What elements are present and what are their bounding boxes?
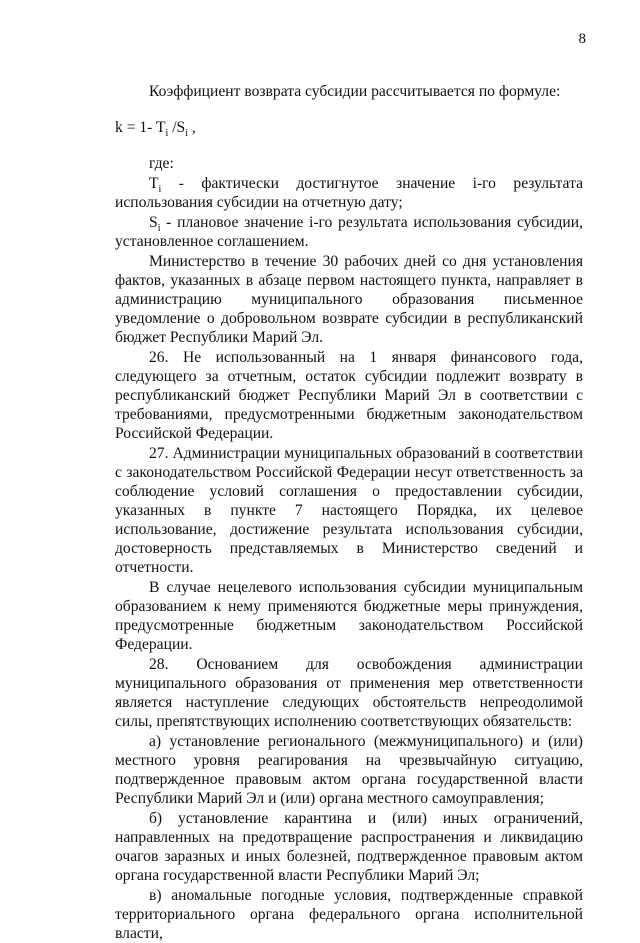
formula-mid: /S — [168, 119, 186, 136]
definition-symbol: T — [149, 175, 159, 192]
where-label: где: — [149, 155, 174, 172]
definition-text: - плановое значение i-го результата использования субсидии, установленное соглашением. — [115, 214, 583, 250]
document-body — [115, 82, 583, 943]
paragraph-26: 26. Не использованный на 1 января финансового года, следующего за отчетным, остаток субсидии подлежит возврату в республиканский бюджет Республики Марий Эл в соответствии с требованиями, предусмотренными бюджетным законодательством Российской Федерации. — [115, 349, 583, 442]
definition-sub: i — [157, 223, 161, 235]
formula-rhs: , — [188, 119, 196, 136]
paragraph-misuse: В случае нецелевого использования субсидии муниципальным образованием к нему применяются бюджетные меры принуждения, предусмотренные бюджетным законодательством Российской Федерации. — [115, 579, 583, 653]
list-item-a: а) установление регионального (межмуниципального) и (или) местного уровня реагирования на чрезвычайную ситуацию, подтвержденное правовым актом органа государственной власти Республики Марий Эл и (или) органа местного самоуправления; — [115, 733, 583, 807]
definition-text: - фактически достигнутое значение i-го результата использования субсидии на отчетную дату; — [115, 175, 583, 211]
list-item-b: б) установление карантина и (или) иных ограничений, направленных на предотвращение распространения и ликвидацию очагов заразных и иных болезней, подтвержденное правовым актом органа государственной власти Республики Марий Эл; — [115, 810, 583, 884]
paragraph-notice: Министерство в течение 30 рабочих дней со дня установления фактов, указанных в абзаце первом настоящего пункта, направляет в администрацию муниципального образования письменное уведомление о добровольном возврате субсидии в республиканский бюджет Республики Марий Эл. — [115, 253, 583, 346]
formula-lhs: k = 1- T — [115, 119, 166, 136]
formula-sub-i: i — [165, 128, 169, 140]
paragraph-28: 28. Основанием для освобождения администрации муниципального образования от применения мер ответственности является наступление следующих обстоятельств непреодолимой силы, препятствующих исполнению соответствующих обязательств: — [115, 656, 583, 730]
page-number: 8 — [578, 31, 586, 47]
definition-si — [115, 213, 583, 251]
definition-ti — [115, 174, 583, 212]
definition-symbol: S — [149, 214, 158, 231]
definition-sub: i — [158, 184, 162, 196]
paragraph-27: 27. Администрации муниципальных образований в соответствии с законодательством Российской Федерации несут ответственность за соблюдение условий соглашения о предоставлении субсидии, указанных в пункте 7 настоящего Порядка, их целевое использование, достижение результата использования субсидии, достоверность представляемых в Министерство сведений и отчетности. — [115, 445, 583, 576]
formula-intro: Коэффициент возврата субсидии рассчитывается по формуле: — [149, 83, 561, 100]
formula — [115, 118, 583, 140]
list-item-v: в) аномальные погодные условия, подтвержденные справкой территориального органа федерального органа исполнительной власти, — [115, 887, 583, 942]
formula-sub-i: i — [185, 128, 188, 140]
